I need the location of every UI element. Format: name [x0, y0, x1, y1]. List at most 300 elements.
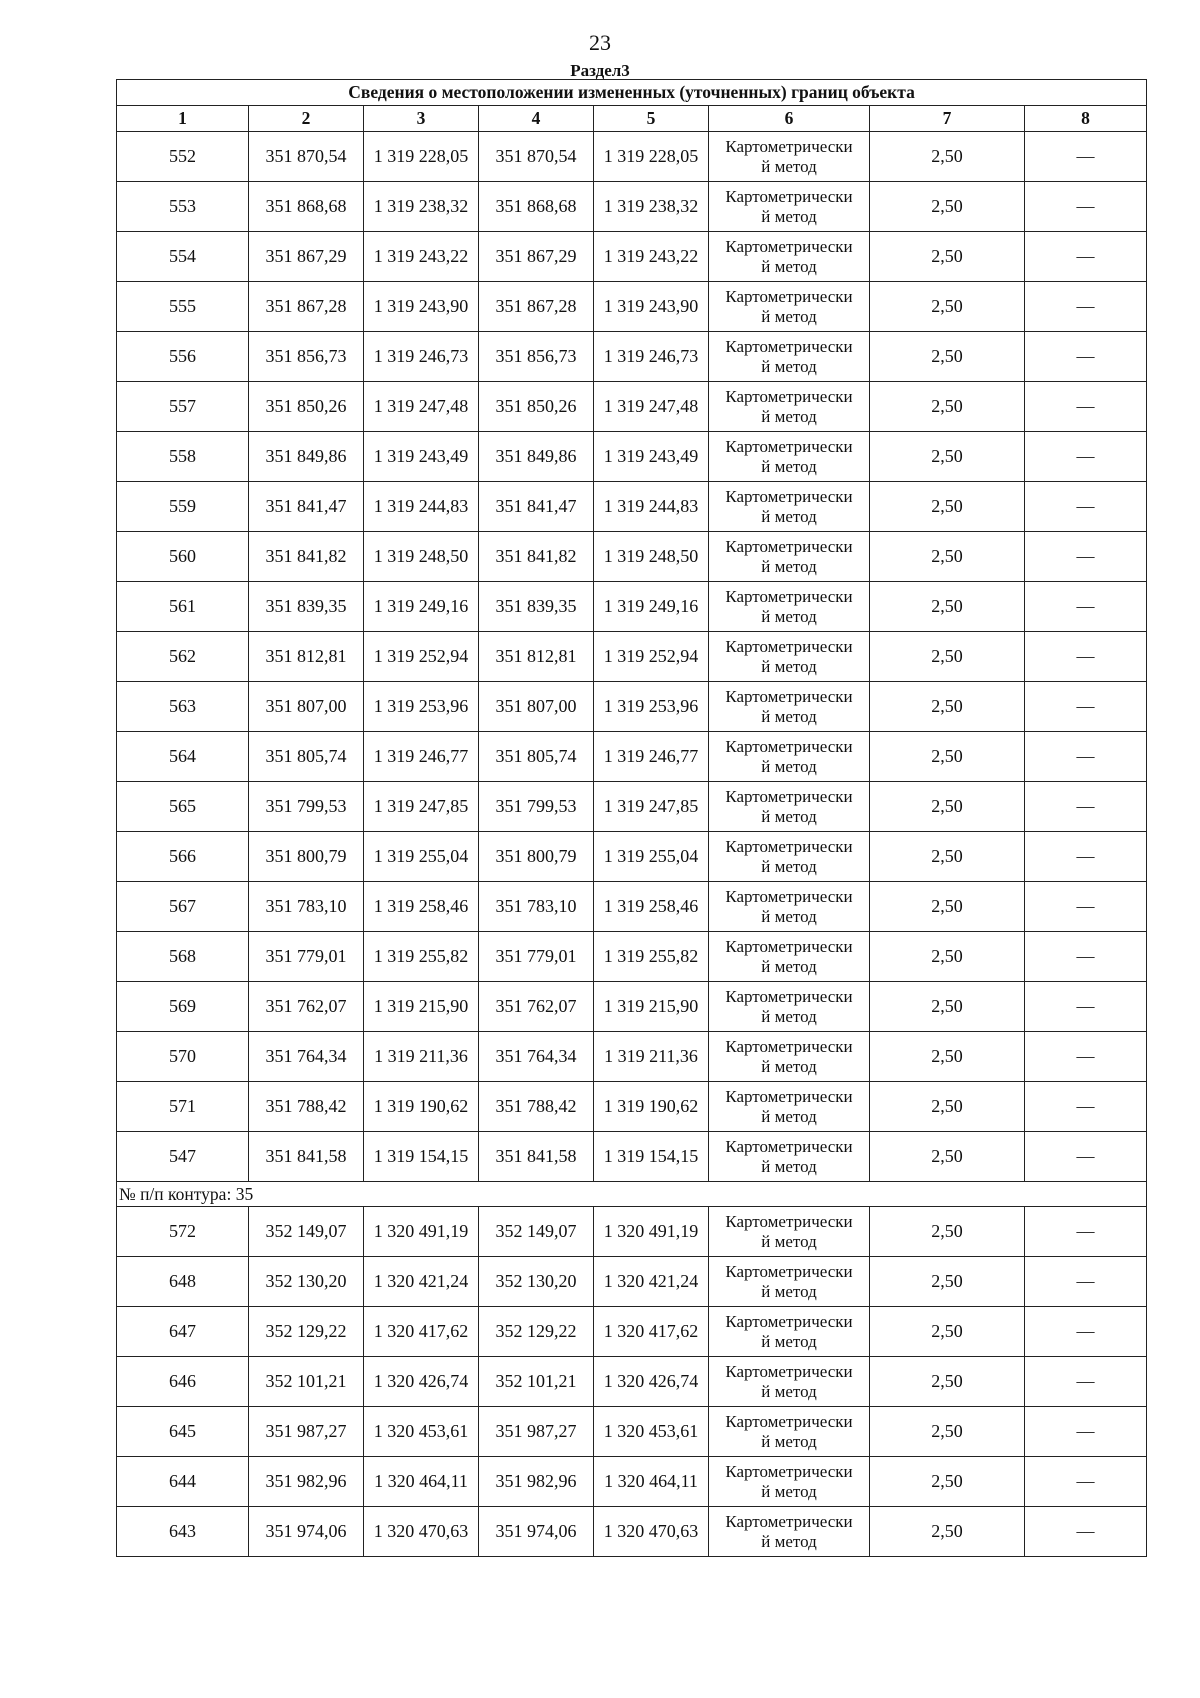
accuracy-cell: 2,50: [870, 582, 1025, 632]
y-coordinate-cell: 1 319 258,46: [364, 882, 479, 932]
y-coordinate-cell: 1 319 215,90: [364, 982, 479, 1032]
table-row: [117, 832, 1147, 882]
method-text: й метод: [761, 1106, 817, 1126]
y-coordinate-cell: 1 319 247,85: [594, 782, 709, 832]
y-coordinate-cell: 1 319 247,85: [364, 782, 479, 832]
y-coordinate-cell: 1 320 470,63: [364, 1507, 479, 1557]
x-coordinate-cell: 351 974,06: [249, 1507, 364, 1557]
description-cell: [1025, 632, 1147, 682]
point-number-cell: 552: [117, 132, 249, 182]
column-number: 2: [249, 106, 364, 132]
y-coordinate-cell: 1 319 253,96: [364, 682, 479, 732]
column-number: 8: [1025, 106, 1147, 132]
y-coordinate-cell: 1 319 243,22: [364, 232, 479, 282]
method-text: й метод: [761, 606, 817, 626]
dash-mark: —: [1076, 396, 1095, 416]
method-text: Картометрически: [725, 1086, 853, 1106]
method-text: Картометрически: [725, 1311, 853, 1331]
description-cell: [1025, 1132, 1147, 1182]
accuracy-cell: 2,50: [870, 532, 1025, 582]
dash-mark: —: [1076, 496, 1095, 516]
table-row: [117, 482, 1147, 532]
accuracy-cell: 2,50: [870, 1132, 1025, 1182]
table-title-row: [117, 80, 1147, 106]
x-coordinate-cell: 351 812,81: [249, 632, 364, 682]
accuracy-cell: 2,50: [870, 682, 1025, 732]
point-number-cell: 571: [117, 1082, 249, 1132]
dash-mark: —: [1076, 796, 1095, 816]
table-row: [117, 1032, 1147, 1082]
y-coordinate-cell: 1 319 248,50: [594, 532, 709, 582]
y-coordinate-cell: 1 319 255,82: [364, 932, 479, 982]
accuracy-cell: 2,50: [870, 132, 1025, 182]
point-number-cell: 557: [117, 382, 249, 432]
y-coordinate-cell: 1 319 238,32: [594, 182, 709, 232]
method-text: й метод: [761, 1281, 817, 1301]
method-text: Картометрически: [725, 386, 853, 406]
y-coordinate-cell: 1 319 246,77: [364, 732, 479, 782]
method-cell: [709, 1207, 870, 1257]
y-coordinate-cell: 1 319 249,16: [364, 582, 479, 632]
description-cell: [1025, 132, 1147, 182]
description-cell: [1025, 682, 1147, 732]
method-cell: [709, 782, 870, 832]
section-title: Раздел3: [570, 61, 630, 80]
method-text: й метод: [761, 1481, 817, 1501]
accuracy-cell: 2,50: [870, 182, 1025, 232]
method-text: Картометрически: [725, 486, 853, 506]
x-coordinate-cell: 351 807,00: [249, 682, 364, 732]
description-cell: [1025, 1357, 1147, 1407]
description-cell: [1025, 1257, 1147, 1307]
method-cell: [709, 1257, 870, 1307]
x-coordinate-cell: 351 867,29: [249, 232, 364, 282]
point-number-cell: 648: [117, 1257, 249, 1307]
accuracy-cell: 2,50: [870, 832, 1025, 882]
description-cell: [1025, 1457, 1147, 1507]
x-coordinate-cell: 351 868,68: [249, 182, 364, 232]
x-coordinate-cell: 351 788,42: [249, 1082, 364, 1132]
point-number-cell: 556: [117, 332, 249, 382]
contour-row: [117, 1182, 1147, 1207]
accuracy-cell: 2,50: [870, 1407, 1025, 1457]
x-coordinate-cell: 351 982,96: [479, 1457, 594, 1507]
point-number-cell: 645: [117, 1407, 249, 1457]
x-coordinate-cell: 351 805,74: [479, 732, 594, 782]
accuracy-cell: 2,50: [870, 282, 1025, 332]
x-coordinate-cell: 351 982,96: [249, 1457, 364, 1507]
method-text: й метод: [761, 306, 817, 326]
method-text: Картометрически: [725, 786, 853, 806]
description-cell: [1025, 282, 1147, 332]
accuracy-cell: 2,50: [870, 1207, 1025, 1257]
method-text: й метод: [761, 1156, 817, 1176]
point-number-cell: 566: [117, 832, 249, 882]
table-row: [117, 1257, 1147, 1307]
accuracy-cell: 2,50: [870, 1457, 1025, 1507]
point-number-cell: 558: [117, 432, 249, 482]
y-coordinate-cell: 1 319 211,36: [364, 1032, 479, 1082]
y-coordinate-cell: 1 319 247,48: [594, 382, 709, 432]
method-text: Картометрически: [725, 1261, 853, 1281]
x-coordinate-cell: 351 764,34: [249, 1032, 364, 1082]
method-cell: [709, 282, 870, 332]
accuracy-cell: 2,50: [870, 232, 1025, 282]
x-coordinate-cell: 351 849,86: [249, 432, 364, 482]
column-number: 7: [870, 106, 1025, 132]
x-coordinate-cell: 351 841,47: [479, 482, 594, 532]
x-coordinate-cell: 351 805,74: [249, 732, 364, 782]
accuracy-cell: 2,50: [870, 932, 1025, 982]
method-text: Картометрически: [725, 736, 853, 756]
method-cell: [709, 1507, 870, 1557]
dash-mark: —: [1076, 446, 1095, 466]
y-coordinate-cell: 1 319 243,49: [364, 432, 479, 482]
x-coordinate-cell: 351 870,54: [249, 132, 364, 182]
dash-mark: —: [1076, 646, 1095, 666]
x-coordinate-cell: 351 783,10: [249, 882, 364, 932]
table-row: [117, 782, 1147, 832]
x-coordinate-cell: 351 788,42: [479, 1082, 594, 1132]
method-text: Картометрически: [725, 336, 853, 356]
x-coordinate-cell: 351 867,28: [249, 282, 364, 332]
column-number: 1: [117, 106, 249, 132]
x-coordinate-cell: 351 868,68: [479, 182, 594, 232]
method-text: Картометрически: [725, 836, 853, 856]
method-text: Картометрически: [725, 1361, 853, 1381]
y-coordinate-cell: 1 320 453,61: [594, 1407, 709, 1457]
y-coordinate-cell: 1 319 255,04: [594, 832, 709, 882]
table-title: Сведения о местоположении измененных (уточненных) границ объекта: [117, 80, 1147, 106]
table-body: [117, 132, 1147, 1557]
method-text: й метод: [761, 506, 817, 526]
table-row: [117, 1407, 1147, 1457]
point-number-cell: 547: [117, 1132, 249, 1182]
method-text: й метод: [761, 1006, 817, 1026]
accuracy-cell: 2,50: [870, 382, 1025, 432]
dash-mark: —: [1076, 996, 1095, 1016]
method-cell: [709, 632, 870, 682]
method-text: Картометрически: [725, 136, 853, 156]
x-coordinate-cell: 351 849,86: [479, 432, 594, 482]
description-cell: [1025, 732, 1147, 782]
point-number-cell: 564: [117, 732, 249, 782]
method-text: й метод: [761, 206, 817, 226]
method-cell: [709, 1132, 870, 1182]
y-coordinate-cell: 1 319 238,32: [364, 182, 479, 232]
method-text: й метод: [761, 1431, 817, 1451]
description-cell: [1025, 782, 1147, 832]
description-cell: [1025, 382, 1147, 432]
x-coordinate-cell: 352 130,20: [249, 1257, 364, 1307]
accuracy-cell: 2,50: [870, 782, 1025, 832]
method-cell: [709, 382, 870, 432]
method-cell: [709, 1032, 870, 1082]
method-text: Картометрически: [725, 936, 853, 956]
method-text: Картометрически: [725, 186, 853, 206]
method-text: й метод: [761, 1056, 817, 1076]
table-row: [117, 1082, 1147, 1132]
y-coordinate-cell: 1 319 190,62: [594, 1082, 709, 1132]
method-cell: [709, 1082, 870, 1132]
accuracy-cell: 2,50: [870, 1032, 1025, 1082]
method-text: Картометрически: [725, 1036, 853, 1056]
dash-mark: —: [1076, 546, 1095, 566]
description-cell: [1025, 1307, 1147, 1357]
x-coordinate-cell: 351 839,35: [479, 582, 594, 632]
dash-mark: —: [1076, 746, 1095, 766]
method-text: й метод: [761, 356, 817, 376]
x-coordinate-cell: 352 101,21: [479, 1357, 594, 1407]
dash-mark: —: [1076, 1321, 1095, 1341]
x-coordinate-cell: 351 779,01: [249, 932, 364, 982]
method-text: й метод: [761, 906, 817, 926]
dash-mark: —: [1076, 1046, 1095, 1066]
method-text: й метод: [761, 706, 817, 726]
dash-mark: —: [1076, 1271, 1095, 1291]
coordinates-table: [116, 79, 1147, 1557]
method-text: Картометрически: [725, 686, 853, 706]
table-row: [117, 982, 1147, 1032]
x-coordinate-cell: 351 850,26: [249, 382, 364, 432]
table-row: [117, 1307, 1147, 1357]
method-cell: [709, 232, 870, 282]
description-cell: [1025, 432, 1147, 482]
column-number: 3: [364, 106, 479, 132]
y-coordinate-cell: 1 319 255,82: [594, 932, 709, 982]
x-coordinate-cell: 351 841,58: [479, 1132, 594, 1182]
table-row: [117, 732, 1147, 782]
method-text: й метод: [761, 256, 817, 276]
table-row: [117, 632, 1147, 682]
dash-mark: —: [1076, 1471, 1095, 1491]
x-coordinate-cell: 351 856,73: [249, 332, 364, 382]
point-number-cell: 569: [117, 982, 249, 1032]
method-text: й метод: [761, 856, 817, 876]
y-coordinate-cell: 1 319 243,90: [364, 282, 479, 332]
method-text: Картометрически: [725, 236, 853, 256]
method-cell: [709, 482, 870, 532]
description-cell: [1025, 1082, 1147, 1132]
y-coordinate-cell: 1 319 244,83: [594, 482, 709, 532]
table-row: [117, 932, 1147, 982]
accuracy-cell: 2,50: [870, 332, 1025, 382]
y-coordinate-cell: 1 320 421,24: [594, 1257, 709, 1307]
point-number-cell: 568: [117, 932, 249, 982]
point-number-cell: 565: [117, 782, 249, 832]
y-coordinate-cell: 1 319 258,46: [594, 882, 709, 932]
y-coordinate-cell: 1 319 252,94: [364, 632, 479, 682]
method-text: Картометрически: [725, 586, 853, 606]
x-coordinate-cell: 351 987,27: [249, 1407, 364, 1457]
table-row: [117, 132, 1147, 182]
y-coordinate-cell: 1 320 417,62: [364, 1307, 479, 1357]
y-coordinate-cell: 1 320 470,63: [594, 1507, 709, 1557]
description-cell: [1025, 582, 1147, 632]
table-row: [117, 282, 1147, 332]
method-text: Картометрически: [725, 986, 853, 1006]
y-coordinate-cell: 1 319 154,15: [594, 1132, 709, 1182]
x-coordinate-cell: 351 762,07: [479, 982, 594, 1032]
description-cell: [1025, 332, 1147, 382]
dash-mark: —: [1076, 1521, 1095, 1541]
column-number-row: [117, 106, 1147, 132]
description-cell: [1025, 1032, 1147, 1082]
x-coordinate-cell: 352 130,20: [479, 1257, 594, 1307]
description-cell: [1025, 832, 1147, 882]
y-coordinate-cell: 1 320 426,74: [364, 1357, 479, 1407]
method-text: й метод: [761, 456, 817, 476]
contour-label: № п/п контура: 35: [117, 1182, 1147, 1207]
method-cell: [709, 1457, 870, 1507]
table-row: [117, 682, 1147, 732]
y-coordinate-cell: 1 319 243,22: [594, 232, 709, 282]
accuracy-cell: 2,50: [870, 1082, 1025, 1132]
method-text: й метод: [761, 406, 817, 426]
method-text: й метод: [761, 806, 817, 826]
y-coordinate-cell: 1 319 190,62: [364, 1082, 479, 1132]
method-cell: [709, 732, 870, 782]
dash-mark: —: [1076, 196, 1095, 216]
y-coordinate-cell: 1 319 228,05: [594, 132, 709, 182]
method-cell: [709, 582, 870, 632]
accuracy-cell: 2,50: [870, 732, 1025, 782]
accuracy-cell: 2,50: [870, 882, 1025, 932]
point-number-cell: 570: [117, 1032, 249, 1082]
point-number-cell: 644: [117, 1457, 249, 1507]
method-cell: [709, 982, 870, 1032]
point-number-cell: 559: [117, 482, 249, 532]
table-row: [117, 382, 1147, 432]
x-coordinate-cell: 351 867,28: [479, 282, 594, 332]
y-coordinate-cell: 1 319 253,96: [594, 682, 709, 732]
accuracy-cell: 2,50: [870, 1307, 1025, 1357]
x-coordinate-cell: 352 129,22: [479, 1307, 594, 1357]
accuracy-cell: 2,50: [870, 982, 1025, 1032]
y-coordinate-cell: 1 319 211,36: [594, 1032, 709, 1082]
x-coordinate-cell: 351 856,73: [479, 332, 594, 382]
x-coordinate-cell: 351 762,07: [249, 982, 364, 1032]
description-cell: [1025, 882, 1147, 932]
y-coordinate-cell: 1 319 244,83: [364, 482, 479, 532]
y-coordinate-cell: 1 320 453,61: [364, 1407, 479, 1457]
description-cell: [1025, 532, 1147, 582]
method-cell: [709, 332, 870, 382]
dash-mark: —: [1076, 146, 1095, 166]
method-cell: [709, 682, 870, 732]
method-cell: [709, 532, 870, 582]
x-coordinate-cell: 351 779,01: [479, 932, 594, 982]
method-text: й метод: [761, 756, 817, 776]
y-coordinate-cell: 1 319 249,16: [594, 582, 709, 632]
method-text: й метод: [761, 1381, 817, 1401]
table-row: [117, 1507, 1147, 1557]
accuracy-cell: 2,50: [870, 432, 1025, 482]
x-coordinate-cell: 351 799,53: [479, 782, 594, 832]
x-coordinate-cell: 351 841,58: [249, 1132, 364, 1182]
accuracy-cell: 2,50: [870, 632, 1025, 682]
description-cell: [1025, 482, 1147, 532]
method-cell: [709, 432, 870, 482]
description-cell: [1025, 1507, 1147, 1557]
table-row: [117, 1357, 1147, 1407]
y-coordinate-cell: 1 319 246,73: [594, 332, 709, 382]
method-text: й метод: [761, 956, 817, 976]
method-cell: [709, 132, 870, 182]
y-coordinate-cell: 1 319 243,49: [594, 432, 709, 482]
table-row: [117, 582, 1147, 632]
x-coordinate-cell: 351 783,10: [479, 882, 594, 932]
method-text: й метод: [761, 1231, 817, 1251]
method-text: Картометрически: [725, 536, 853, 556]
dash-mark: —: [1076, 596, 1095, 616]
point-number-cell: 553: [117, 182, 249, 232]
table-row: [117, 232, 1147, 282]
y-coordinate-cell: 1 319 255,04: [364, 832, 479, 882]
point-number-cell: 561: [117, 582, 249, 632]
accuracy-cell: 2,50: [870, 1257, 1025, 1307]
y-coordinate-cell: 1 320 491,19: [594, 1207, 709, 1257]
x-coordinate-cell: 351 839,35: [249, 582, 364, 632]
method-text: й метод: [761, 1531, 817, 1551]
method-text: Картометрически: [725, 436, 853, 456]
description-cell: [1025, 982, 1147, 1032]
y-coordinate-cell: 1 320 417,62: [594, 1307, 709, 1357]
x-coordinate-cell: 351 799,53: [249, 782, 364, 832]
point-number-cell: 562: [117, 632, 249, 682]
method-text: Картометрически: [725, 1211, 853, 1231]
column-number: 5: [594, 106, 709, 132]
dash-mark: —: [1076, 1421, 1095, 1441]
dash-mark: —: [1076, 1221, 1095, 1241]
table-row: [117, 1132, 1147, 1182]
y-coordinate-cell: 1 319 154,15: [364, 1132, 479, 1182]
y-coordinate-cell: 1 319 243,90: [594, 282, 709, 332]
method-text: Картометрически: [725, 286, 853, 306]
method-text: Картометрически: [725, 636, 853, 656]
x-coordinate-cell: 351 800,79: [479, 832, 594, 882]
point-number-cell: 643: [117, 1507, 249, 1557]
method-text: й метод: [761, 156, 817, 176]
method-text: й метод: [761, 556, 817, 576]
page-number: 23: [589, 30, 611, 55]
x-coordinate-cell: 351 850,26: [479, 382, 594, 432]
description-cell: [1025, 182, 1147, 232]
x-coordinate-cell: 352 101,21: [249, 1357, 364, 1407]
table-row: [117, 882, 1147, 932]
method-text: Картометрически: [725, 1411, 853, 1431]
x-coordinate-cell: 351 841,82: [479, 532, 594, 582]
y-coordinate-cell: 1 319 248,50: [364, 532, 479, 582]
dash-mark: —: [1076, 696, 1095, 716]
y-coordinate-cell: 1 320 464,11: [364, 1457, 479, 1507]
x-coordinate-cell: 351 867,29: [479, 232, 594, 282]
y-coordinate-cell: 1 319 228,05: [364, 132, 479, 182]
method-cell: [709, 1357, 870, 1407]
method-cell: [709, 182, 870, 232]
y-coordinate-cell: 1 319 215,90: [594, 982, 709, 1032]
method-cell: [709, 1307, 870, 1357]
column-number: 4: [479, 106, 594, 132]
method-text: Картометрически: [725, 1136, 853, 1156]
x-coordinate-cell: 351 841,82: [249, 532, 364, 582]
dash-mark: —: [1076, 846, 1095, 866]
x-coordinate-cell: 351 841,47: [249, 482, 364, 532]
x-coordinate-cell: 352 149,07: [479, 1207, 594, 1257]
x-coordinate-cell: 352 129,22: [249, 1307, 364, 1357]
accuracy-cell: 2,50: [870, 1357, 1025, 1407]
accuracy-cell: 2,50: [870, 1507, 1025, 1557]
